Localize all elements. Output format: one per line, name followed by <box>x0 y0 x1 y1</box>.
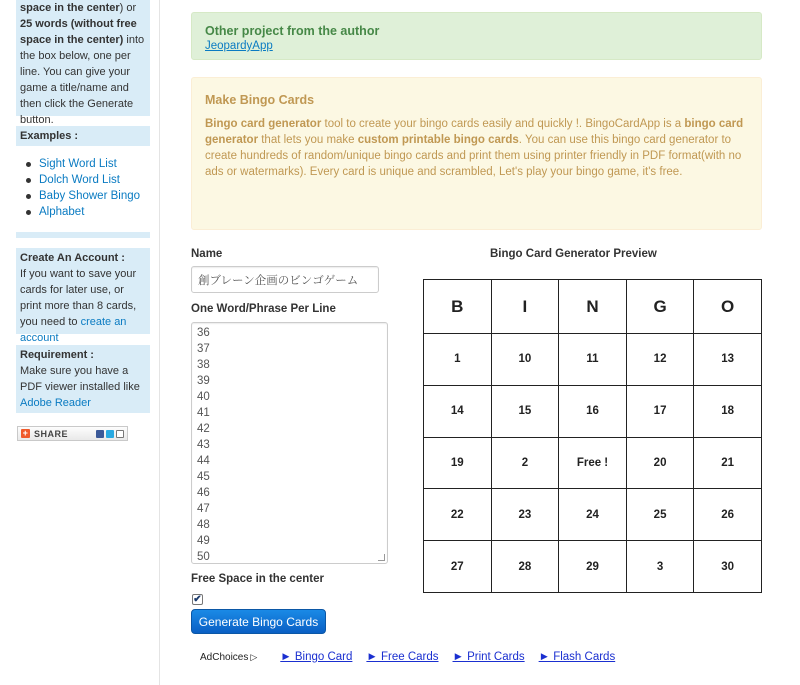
word-line: 44 <box>197 455 210 467</box>
example-link-alphabet[interactable]: Alphabet <box>24 204 140 220</box>
resize-grip-icon[interactable] <box>378 554 385 561</box>
bingo-cell: 30 <box>694 541 762 593</box>
requirement-box <box>16 345 150 413</box>
create-account-text: If you want to save your cards for later use, or print more than 8 cards, you need to <box>20 268 137 328</box>
word-line: 50 <box>197 551 210 563</box>
bingo-cell: 25 <box>626 489 694 541</box>
create-account-title: Create An Account : <box>20 252 125 264</box>
other-project-panel <box>191 12 762 60</box>
make-bingo-panel <box>191 77 762 230</box>
examples-title: Examples : <box>16 126 150 146</box>
preview-title: Bingo Card Generator Preview <box>490 248 657 260</box>
adobe-reader-link[interactable]: Adobe Reader <box>20 397 91 409</box>
share-label: SHARE <box>34 428 69 439</box>
bingo-cell: 22 <box>424 489 492 541</box>
footer-links <box>200 650 629 664</box>
email-icon <box>116 430 124 438</box>
name-label: Name <box>191 248 223 260</box>
requirement-title: Requirement : <box>20 349 94 361</box>
share-plus-icon: + <box>22 428 29 438</box>
bingo-row <box>424 541 762 593</box>
bingo-cell: 26 <box>694 489 762 541</box>
bingo-header-cell: B <box>424 280 492 334</box>
bingo-card-preview <box>423 279 762 593</box>
bingo-header-cell: O <box>694 280 762 334</box>
bingo-cell: 27 <box>424 541 492 593</box>
word-line: 48 <box>197 519 210 531</box>
other-project-title: Other project from the author <box>205 24 380 38</box>
word-line: 39 <box>197 375 210 387</box>
word-line: 37 <box>197 343 210 355</box>
word-line: 47 <box>197 503 210 515</box>
share-button[interactable] <box>17 426 128 441</box>
twitter-icon <box>106 430 114 438</box>
bingo-row <box>424 385 762 437</box>
free-space-checkbox[interactable]: ✔ <box>193 594 202 605</box>
adchoices-badge[interactable]: AdChoices ▷ <box>200 651 258 663</box>
adchoices-icon: ▷ <box>250 651 258 662</box>
example-link-sight-word[interactable]: Sight Word List <box>24 156 140 172</box>
bingo-cell: 14 <box>424 385 492 437</box>
make-bingo-title: Make Bingo Cards <box>205 93 315 107</box>
bingo-cell: 18 <box>694 385 762 437</box>
jeopardy-app-link[interactable]: JeopardyApp <box>205 40 273 52</box>
bingo-header-row <box>424 280 762 334</box>
footer-link-print-cards[interactable]: ► Print Cards <box>452 651 525 663</box>
word-line: 38 <box>197 359 210 371</box>
word-line: 43 <box>197 439 210 451</box>
bingo-cell: 13 <box>694 334 762 386</box>
footer-link-flash-cards[interactable]: ► Flash Cards <box>538 651 616 663</box>
footer-link-free-cards[interactable]: ► Free Cards <box>366 651 439 663</box>
word-line: 36 <box>197 327 210 339</box>
footer-link-bingo-card[interactable]: ► Bingo Card <box>280 651 353 663</box>
bingo-row <box>424 437 762 489</box>
name-input[interactable]: 創ブレーン企画のビンゴゲーム <box>191 266 379 293</box>
instructions-box <box>16 0 150 126</box>
create-account-link[interactable]: create an account <box>20 316 127 344</box>
requirement-text: Make sure you have a PDF viewer installed like <box>20 365 140 393</box>
words-label: One Word/Phrase Per Line <box>191 303 336 315</box>
word-line: 40 <box>197 391 210 403</box>
free-space-label: Free Space in the center <box>191 573 324 585</box>
instructions-text: space in the center) or 25 words (without free space in the center) into the box below, one per line. You can give your game a title/name and then click the Generate button. <box>20 2 145 126</box>
bingo-cell: 17 <box>626 385 694 437</box>
bingo-header-cell: I <box>491 280 559 334</box>
make-bingo-description: Bingo card generator tool to create your bingo cards easily and quickly !. BingoCardApp is a bingo card generator that lets you make custom printable bingo cards. You can use this bingo card generator to create hundreds of random/unique bingo cards and print them using printer friendly in PDF format(with no ads or watermarks). Every card is unique and scrambled, Let's play your bingo game, it's free. <box>205 118 744 178</box>
bingo-cell: 23 <box>491 489 559 541</box>
bingo-cell: 1 <box>424 334 492 386</box>
bingo-cell: 10 <box>491 334 559 386</box>
bingo-cell: 12 <box>626 334 694 386</box>
example-link-baby-shower[interactable]: Baby Shower Bingo <box>24 188 140 204</box>
bingo-cell: 20 <box>626 437 694 489</box>
bingo-cell: 19 <box>424 437 492 489</box>
generate-button[interactable]: Generate Bingo Cards <box>191 609 326 634</box>
word-line: 45 <box>197 471 210 483</box>
word-line: 42 <box>197 423 210 435</box>
bingo-cell: 2 <box>491 437 559 489</box>
bingo-cell: 16 <box>559 385 627 437</box>
words-textarea[interactable] <box>191 322 388 564</box>
word-line: 41 <box>197 407 210 419</box>
bingo-cell: 11 <box>559 334 627 386</box>
bingo-row <box>424 334 762 386</box>
examples-list <box>24 156 140 220</box>
bingo-free-cell: Free ! <box>559 437 627 489</box>
create-account-box <box>16 248 150 344</box>
share-service-icons <box>96 430 124 438</box>
sidebar <box>0 0 160 685</box>
bingo-header-cell: N <box>559 280 627 334</box>
word-line: 49 <box>197 535 210 547</box>
bingo-cell: 24 <box>559 489 627 541</box>
word-line: 46 <box>197 487 210 499</box>
bingo-header-cell: G <box>626 280 694 334</box>
example-link-dolch-word[interactable]: Dolch Word List <box>24 172 140 188</box>
bingo-cell: 28 <box>491 541 559 593</box>
bingo-row <box>424 489 762 541</box>
sidebar-divider <box>16 232 150 238</box>
bingo-cell: 21 <box>694 437 762 489</box>
bingo-cell: 3 <box>626 541 694 593</box>
facebook-icon <box>96 430 104 438</box>
bingo-cell: 15 <box>491 385 559 437</box>
bingo-cell: 29 <box>559 541 627 593</box>
